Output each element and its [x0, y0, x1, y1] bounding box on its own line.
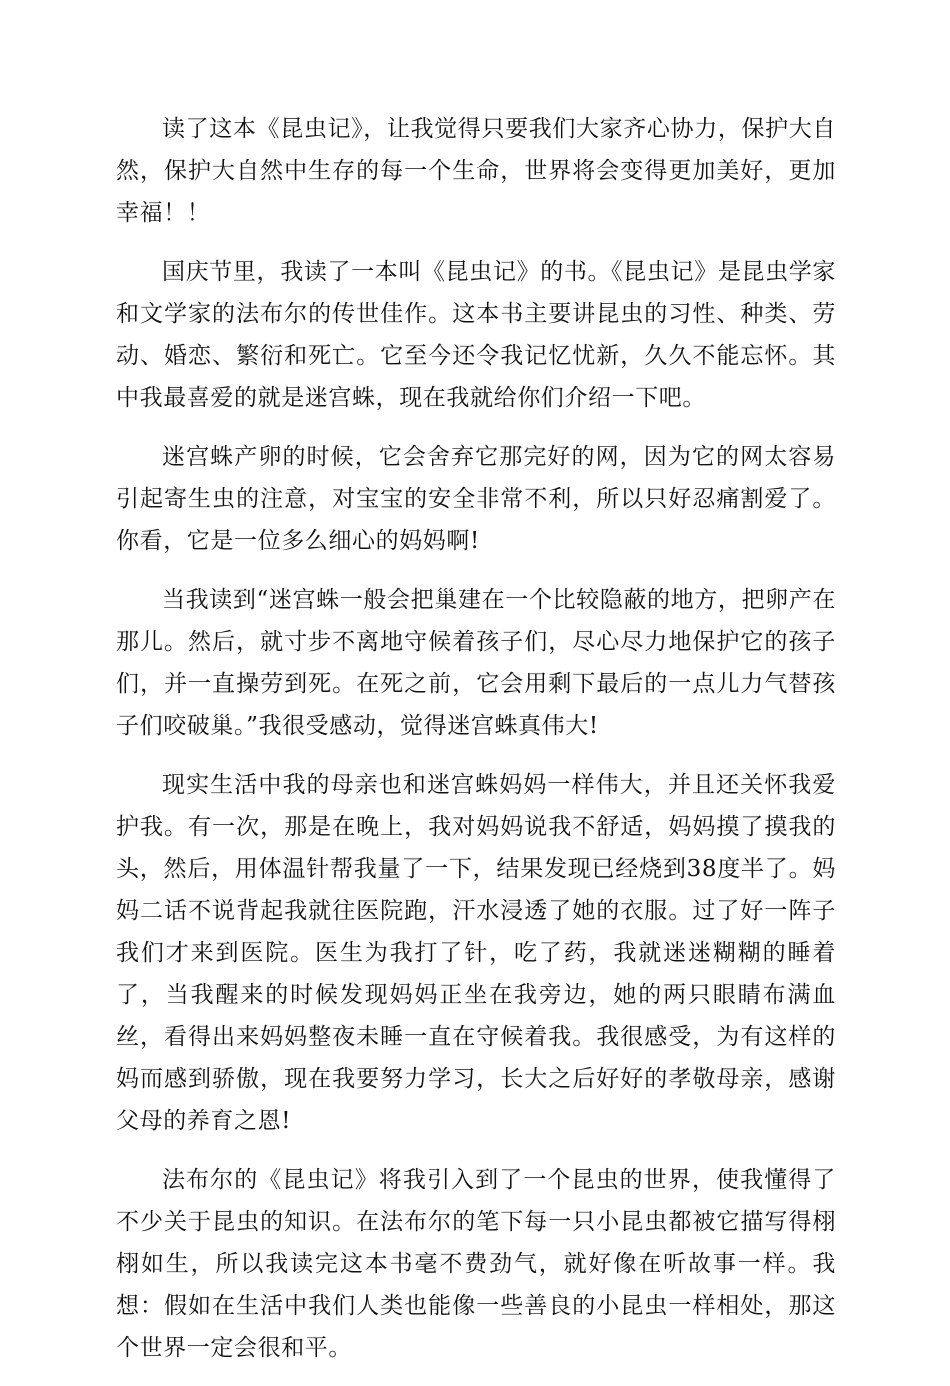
paragraph-2: 国庆节里，我读了一本叫《昆虫记》的书。《昆虫记》是昆虫学家和文学家的法布尔的传世佳作。这本书主要讲昆虫的习性、种类、劳动、婚恋、繁衍和死亡。它至今还令我记忆忧新，久久不能忘怀。其中我最喜爱的就是迷宫蛛，现在我就给你们介绍一下吧。 [116, 259, 836, 411]
paragraph-4: 当我读到“迷宫蛛一般会把巢建在一个比较隐蔽的地方，把卵产在那儿。然后，就寸步不离地守候着孩子们，尽心尽力地保护它的孩子们，并一直操劳到死。在死之前，它会用剩下最后的一点儿力气替孩子们咬破巢。”我很受感动，觉得迷宫蛛真伟大! [116, 587, 836, 739]
paragraph-3: 迷宫蛛产卵的时候，它会舍弃它那完好的网，因为它的网太容易引起寄生虫的注意，对宝宝的安全非常不利，所以只好忍痛割爱了。你看，它是一位多么细心的妈妈啊! [116, 444, 836, 554]
paragraph-6: 法布尔的《昆虫记》将我引入到了一个昆虫的世界，使我懂得了不少关于昆虫的知识。在法布尔的笔下每一只小昆虫都被它描写得栩栩如生，所以我读完这本书毫不费劲气，就好像在听故事一样。我想：假如在生活中我们人类也能像一些善良的小昆虫一样相处，那这个世界一定会很和平。 [116, 1167, 836, 1361]
document-body [116, 108, 836, 1386]
paragraph-1: 读了这本《昆虫记》，让我觉得只要我们大家齐心协力，保护大自然，保护大自然中生存的每一个生命，世界将会变得更加美好，更加幸福！！ [116, 116, 836, 226]
paragraph-5: 现实生活中我的母亲也和迷宫蛛妈妈一样伟大，并且还关怀我爱护我。有一次，那是在晚上，我对妈妈说我不舒适，妈妈摸了摸我的头，然后，用体温针帮我量了一下，结果发现已经烧到38度半了。妈妈二话不说背起我就往医院跑，汗水浸透了她的衣服。过了好一阵子我们才来到医院。医生为我打了针，吃了药，我就迷迷糊糊的睡着了，当我醒来的时候发现妈妈正坐在我旁边，她的两只眼睛布满血丝，看得出来妈妈整夜未睡一直在守候着我。我很感受，为有这样的妈而感到骄傲，现在我要努力学习，长大之后好好的孝敬母亲，感谢父母的养育之恩! [116, 772, 836, 1134]
